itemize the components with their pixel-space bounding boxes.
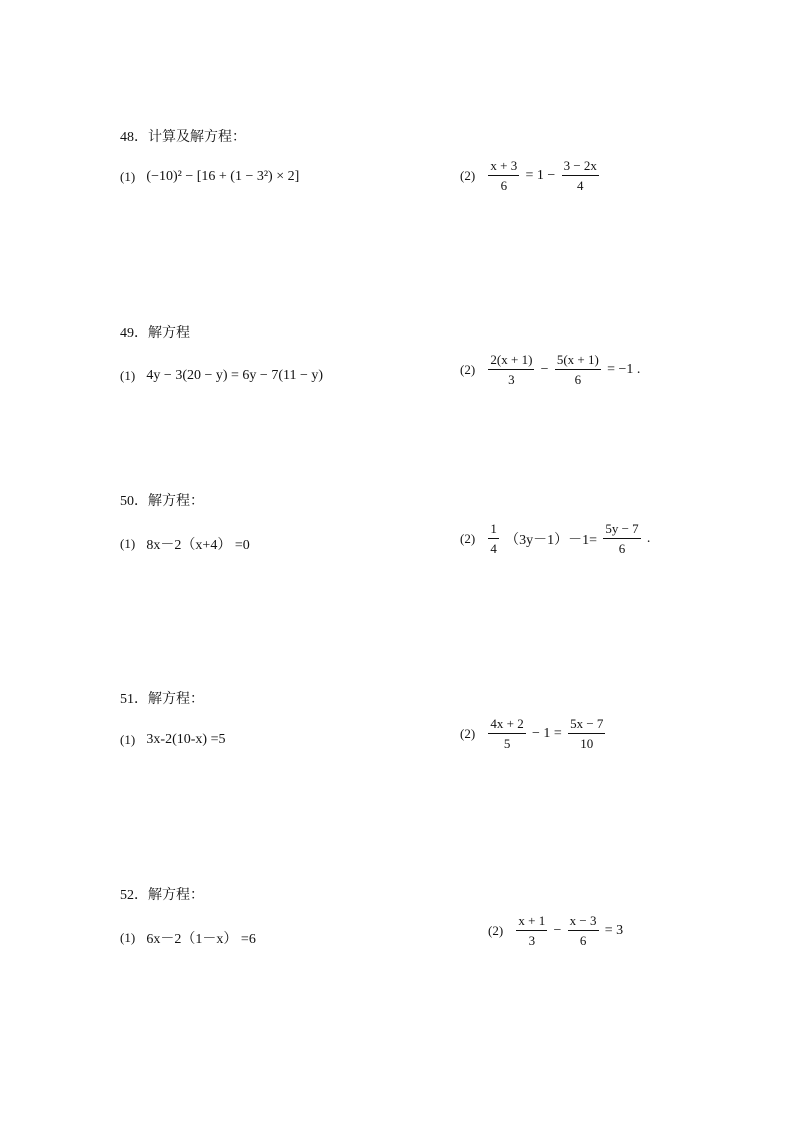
operator: −	[540, 362, 549, 377]
fraction-left	[488, 158, 519, 194]
fraction-left	[488, 352, 534, 388]
fraction-left	[488, 716, 525, 752]
fraction-right	[603, 521, 640, 557]
denominator: 6	[579, 933, 587, 948]
numerator: 5y − 7	[603, 521, 640, 539]
denominator: 6	[500, 178, 508, 193]
problem-51-part-2	[460, 716, 607, 752]
part-label: (2)	[460, 168, 476, 183]
problem-48-part-2	[460, 158, 601, 194]
problem-title: 49．解方程	[120, 326, 190, 341]
operator: − 1 =	[532, 726, 562, 741]
denominator: 10	[580, 736, 594, 751]
numerator: 4x + 2	[488, 716, 525, 734]
expression: 4y − 3(20 − y) = 6y − 7(11 − y)	[146, 368, 324, 384]
part-label: (2)	[460, 726, 476, 741]
numerator: 3 − 2x	[562, 158, 599, 176]
expression: 6x－2（1－x） =6	[146, 932, 256, 947]
fraction-right	[568, 913, 599, 949]
problem-49	[120, 324, 680, 344]
operator: −	[553, 923, 562, 938]
problem-48-part-1	[120, 168, 299, 185]
problem-51-part-1	[120, 731, 225, 748]
denominator: 4	[576, 178, 584, 193]
numerator: 2(x + 1)	[488, 352, 534, 370]
expression: (−10)² − [16 + (1 − 3²) × 2]	[146, 169, 300, 185]
numerator: x + 1	[516, 913, 547, 931]
part-label: (2)	[460, 531, 476, 546]
numerator: x + 3	[488, 158, 519, 176]
operator: （3y－1）－1=	[505, 533, 598, 548]
problem-title: 50．解方程：	[120, 494, 204, 509]
equals-tail: = −1 .	[607, 362, 641, 377]
problem-49-part-1	[120, 367, 323, 384]
problem-52-part-2	[488, 913, 624, 949]
expression: 8x－2（x+4） =0	[146, 538, 250, 553]
denominator: 5	[503, 736, 511, 751]
part-label: (1)	[120, 732, 136, 748]
fraction-left	[516, 913, 547, 949]
expression: 3x-2(10-x) =5	[146, 732, 226, 748]
problem-49-part-2	[460, 352, 641, 388]
fraction-right	[555, 352, 601, 388]
denominator: 4	[490, 541, 497, 556]
numerator: 5(x + 1)	[555, 352, 601, 370]
problem-52	[120, 886, 680, 906]
problem-title: 48．计算及解方程：	[120, 130, 246, 145]
fraction-right	[562, 158, 599, 194]
part-label: (1)	[120, 536, 136, 551]
numerator: x − 3	[568, 913, 599, 931]
part-label: (1)	[120, 368, 136, 384]
problem-title: 52．解方程：	[120, 888, 204, 903]
part-label: (2)	[488, 923, 504, 938]
period: .	[646, 531, 651, 546]
part-label: (2)	[460, 362, 476, 377]
fraction-left	[488, 521, 499, 557]
part-label: (1)	[120, 169, 136, 185]
denominator: 6	[618, 541, 626, 556]
denominator: 3	[508, 372, 515, 387]
problem-51	[120, 690, 680, 710]
problem-50	[120, 492, 680, 512]
numerator: 5x − 7	[568, 716, 605, 734]
fraction-right	[568, 716, 605, 752]
equals-tail: = 3	[604, 923, 624, 938]
problem-48	[120, 128, 680, 148]
denominator: 6	[574, 372, 582, 387]
problem-52-part-1	[120, 928, 256, 948]
part-label: (1)	[120, 930, 136, 945]
numerator: 1	[488, 521, 499, 539]
problem-title: 51．解方程：	[120, 692, 204, 707]
operator: = 1 −	[525, 168, 556, 183]
problem-50-part-2	[460, 521, 651, 557]
problem-50-part-1	[120, 534, 250, 554]
denominator: 3	[528, 933, 536, 948]
